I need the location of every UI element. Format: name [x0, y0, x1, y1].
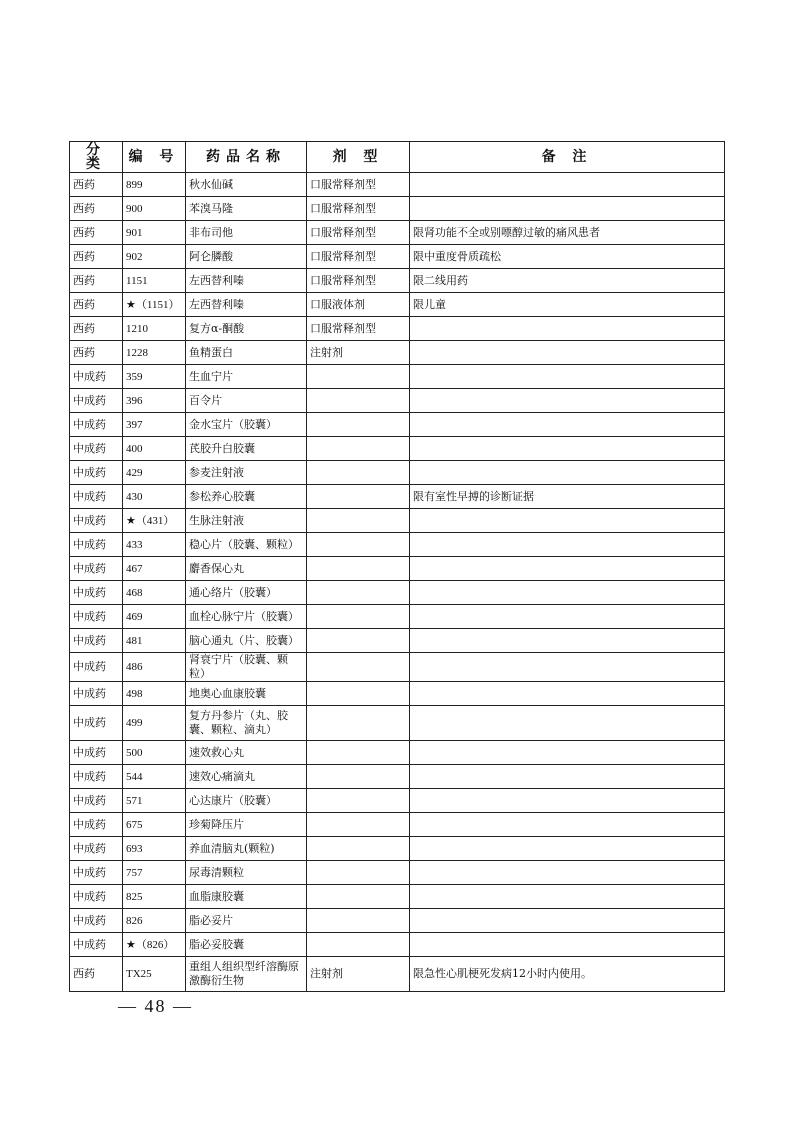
cell-category: 中成药 — [70, 861, 123, 885]
table-row — [70, 653, 725, 682]
header-category: 分 类 — [70, 142, 123, 173]
cell-name: 左西替利嗪 — [186, 269, 307, 293]
cell-form — [307, 485, 410, 509]
cell-note: 限二线用药 — [410, 269, 725, 293]
cell-form: 口服液体剂 — [307, 293, 410, 317]
cell-note — [410, 437, 725, 461]
cell-note — [410, 461, 725, 485]
cell-form: 口服常释剂型 — [307, 173, 410, 197]
cell-form — [307, 682, 410, 706]
cell-category: 西药 — [70, 293, 123, 317]
cell-form — [307, 629, 410, 653]
cell-name: 生脉注射液 — [186, 509, 307, 533]
cell-form — [307, 885, 410, 909]
table-row — [70, 957, 725, 992]
table-row — [70, 389, 725, 413]
cell-code: 498 — [123, 682, 186, 706]
cell-note — [410, 933, 725, 957]
cell-code: 693 — [123, 837, 186, 861]
cell-form — [307, 813, 410, 837]
cell-form — [307, 461, 410, 485]
table-row — [70, 437, 725, 461]
cell-note — [410, 861, 725, 885]
cell-note — [410, 837, 725, 861]
cell-category: 西药 — [70, 173, 123, 197]
cell-name: 心达康片（胶囊） — [186, 789, 307, 813]
table-row — [70, 629, 725, 653]
cell-name: 非布司他 — [186, 221, 307, 245]
cell-category: 中成药 — [70, 461, 123, 485]
header-row — [70, 142, 725, 173]
cell-code: 397 — [123, 413, 186, 437]
cell-code: 902 — [123, 245, 186, 269]
cell-category: 中成药 — [70, 909, 123, 933]
document-sheet — [69, 141, 724, 992]
cell-code: ★（431） — [123, 509, 186, 533]
cell-code: 757 — [123, 861, 186, 885]
cell-category: 中成药 — [70, 389, 123, 413]
table-row — [70, 581, 725, 605]
cell-form — [307, 837, 410, 861]
table-row — [70, 813, 725, 837]
cell-form — [307, 933, 410, 957]
cell-code: 430 — [123, 485, 186, 509]
cell-form — [307, 789, 410, 813]
page-number: — 48 — — [118, 996, 193, 1016]
cell-name: 血栓心脉宁片（胶囊） — [186, 605, 307, 629]
table-row — [70, 885, 725, 909]
cell-note — [410, 682, 725, 706]
cell-form — [307, 765, 410, 789]
cell-name: 脑心通丸（片、胶囊） — [186, 629, 307, 653]
table-row — [70, 197, 725, 221]
table-row — [70, 341, 725, 365]
cell-category: 中成药 — [70, 365, 123, 389]
cell-category: 中成药 — [70, 485, 123, 509]
table-row — [70, 861, 725, 885]
cell-category: 中成药 — [70, 837, 123, 861]
cell-name: 地奥心血康胶囊 — [186, 682, 307, 706]
cell-name: 参麦注射液 — [186, 461, 307, 485]
cell-category: 中成药 — [70, 933, 123, 957]
cell-form — [307, 581, 410, 605]
cell-code: 500 — [123, 741, 186, 765]
cell-name: 通心络片（胶囊） — [186, 581, 307, 605]
cell-code: 469 — [123, 605, 186, 629]
cell-name: 养血清脑丸(颗粒) — [186, 837, 307, 861]
cell-form — [307, 557, 410, 581]
cell-note — [410, 605, 725, 629]
cell-form — [307, 365, 410, 389]
cell-form — [307, 605, 410, 629]
table-row — [70, 682, 725, 706]
cell-code: 900 — [123, 197, 186, 221]
table-row — [70, 706, 725, 741]
cell-code: 675 — [123, 813, 186, 837]
cell-category: 西药 — [70, 317, 123, 341]
table-row — [70, 789, 725, 813]
cell-note — [410, 789, 725, 813]
cell-note — [410, 813, 725, 837]
cell-category: 西药 — [70, 957, 123, 992]
cell-form — [307, 437, 410, 461]
cell-category: 中成药 — [70, 682, 123, 706]
cell-category: 中成药 — [70, 653, 123, 682]
cell-category: 中成药 — [70, 509, 123, 533]
cell-category: 中成药 — [70, 789, 123, 813]
cell-category: 中成药 — [70, 629, 123, 653]
cell-code: 429 — [123, 461, 186, 485]
cell-name: 金水宝片（胶囊） — [186, 413, 307, 437]
cell-code: 499 — [123, 706, 186, 741]
cell-form: 注射剂 — [307, 957, 410, 992]
cell-code: 1151 — [123, 269, 186, 293]
table-row — [70, 557, 725, 581]
cell-category: 中成药 — [70, 765, 123, 789]
cell-name: 重组人组织型纤溶酶原激酶衍生物 — [186, 957, 307, 992]
cell-note — [410, 365, 725, 389]
cell-name: 速效心痛滴丸 — [186, 765, 307, 789]
header-code: 编 号 — [123, 142, 186, 173]
cell-code: 1210 — [123, 317, 186, 341]
cell-note — [410, 317, 725, 341]
cell-code: 468 — [123, 581, 186, 605]
cell-note — [410, 509, 725, 533]
cell-category: 中成药 — [70, 813, 123, 837]
cell-name: 复方丹参片（丸、胶囊、颗粒、滴丸） — [186, 706, 307, 741]
cell-name: 麝香保心丸 — [186, 557, 307, 581]
table-header — [70, 142, 725, 173]
table-row — [70, 533, 725, 557]
table-row — [70, 765, 725, 789]
cell-name: 左西替利嗪 — [186, 293, 307, 317]
cell-note — [410, 413, 725, 437]
cell-note — [410, 533, 725, 557]
cell-code: 1228 — [123, 341, 186, 365]
cell-category: 中成药 — [70, 706, 123, 741]
cell-note — [410, 741, 725, 765]
header-note: 备 注 — [410, 142, 725, 173]
cell-note — [410, 197, 725, 221]
cell-code: 571 — [123, 789, 186, 813]
table-body — [70, 173, 725, 992]
cell-note — [410, 581, 725, 605]
cell-note — [410, 706, 725, 741]
cell-form: 口服常释剂型 — [307, 197, 410, 221]
cell-form — [307, 706, 410, 741]
cell-note: 限中重度骨质疏松 — [410, 245, 725, 269]
cell-name: 参松养心胶囊 — [186, 485, 307, 509]
table-row — [70, 741, 725, 765]
cell-code: 826 — [123, 909, 186, 933]
cell-name: 脂必妥片 — [186, 909, 307, 933]
cell-form — [307, 909, 410, 933]
cell-name: 血脂康胶囊 — [186, 885, 307, 909]
cell-category: 中成药 — [70, 413, 123, 437]
cell-note: 限肾功能不全或别嘌醇过敏的痛风患者 — [410, 221, 725, 245]
table-row — [70, 173, 725, 197]
cell-category: 中成药 — [70, 741, 123, 765]
cell-code: 825 — [123, 885, 186, 909]
cell-form: 口服常释剂型 — [307, 245, 410, 269]
cell-code: 544 — [123, 765, 186, 789]
cell-name: 百令片 — [186, 389, 307, 413]
table-row — [70, 317, 725, 341]
cell-form: 口服常释剂型 — [307, 269, 410, 293]
cell-code: ★（826） — [123, 933, 186, 957]
cell-form: 口服常释剂型 — [307, 317, 410, 341]
cell-name: 肾衰宁片（胶囊、颗粒） — [186, 653, 307, 682]
drug-list-table — [69, 141, 725, 992]
header-name: 药品名称 — [186, 142, 307, 173]
cell-code: ★（1151） — [123, 293, 186, 317]
cell-code: 359 — [123, 365, 186, 389]
cell-category: 西药 — [70, 245, 123, 269]
cell-category: 中成药 — [70, 605, 123, 629]
cell-note — [410, 909, 725, 933]
cell-code: TX25 — [123, 957, 186, 992]
table-row — [70, 461, 725, 485]
cell-code: 467 — [123, 557, 186, 581]
table-row — [70, 605, 725, 629]
cell-code: 433 — [123, 533, 186, 557]
cell-name: 苯溴马隆 — [186, 197, 307, 221]
cell-category: 西药 — [70, 341, 123, 365]
cell-code: 899 — [123, 173, 186, 197]
cell-code: 400 — [123, 437, 186, 461]
cell-code: 901 — [123, 221, 186, 245]
cell-form — [307, 389, 410, 413]
cell-name: 脂必妥胶囊 — [186, 933, 307, 957]
cell-form: 口服常释剂型 — [307, 221, 410, 245]
table-row — [70, 413, 725, 437]
cell-name: 稳心片（胶囊、颗粒） — [186, 533, 307, 557]
cell-category: 中成药 — [70, 885, 123, 909]
cell-code: 481 — [123, 629, 186, 653]
cell-note: 限儿童 — [410, 293, 725, 317]
table-row — [70, 365, 725, 389]
cell-category: 中成药 — [70, 533, 123, 557]
table-row — [70, 933, 725, 957]
table-row — [70, 485, 725, 509]
cell-name: 阿仑膦酸 — [186, 245, 307, 269]
cell-name: 芪胶升白胶囊 — [186, 437, 307, 461]
cell-name: 珍菊降压片 — [186, 813, 307, 837]
cell-category: 中成药 — [70, 581, 123, 605]
cell-category: 西药 — [70, 221, 123, 245]
table-row — [70, 221, 725, 245]
table-row — [70, 293, 725, 317]
cell-name: 复方α-酮酸 — [186, 317, 307, 341]
cell-name: 尿毒清颗粒 — [186, 861, 307, 885]
cell-category: 西药 — [70, 197, 123, 221]
cell-note — [410, 765, 725, 789]
table-row — [70, 269, 725, 293]
cell-form: 注射剂 — [307, 341, 410, 365]
header-form: 剂 型 — [307, 142, 410, 173]
cell-form — [307, 861, 410, 885]
cell-note — [410, 341, 725, 365]
cell-name: 速效救心丸 — [186, 741, 307, 765]
cell-name: 秋水仙碱 — [186, 173, 307, 197]
cell-name: 生血宁片 — [186, 365, 307, 389]
cell-form — [307, 509, 410, 533]
cell-form — [307, 653, 410, 682]
cell-category: 中成药 — [70, 437, 123, 461]
cell-name: 鱼精蛋白 — [186, 341, 307, 365]
cell-note — [410, 389, 725, 413]
table-row — [70, 245, 725, 269]
table-row — [70, 909, 725, 933]
cell-category: 西药 — [70, 269, 123, 293]
cell-category: 中成药 — [70, 557, 123, 581]
cell-code: 396 — [123, 389, 186, 413]
cell-note — [410, 885, 725, 909]
cell-note — [410, 173, 725, 197]
cell-note — [410, 629, 725, 653]
cell-note: 限急性心肌梗死发病12小时内使用。 — [410, 957, 725, 992]
cell-note — [410, 653, 725, 682]
cell-form — [307, 741, 410, 765]
cell-code: 486 — [123, 653, 186, 682]
table-row — [70, 837, 725, 861]
table-row — [70, 509, 725, 533]
cell-form — [307, 413, 410, 437]
cell-note: 限有室性早搏的诊断证据 — [410, 485, 725, 509]
cell-note — [410, 557, 725, 581]
cell-form — [307, 533, 410, 557]
